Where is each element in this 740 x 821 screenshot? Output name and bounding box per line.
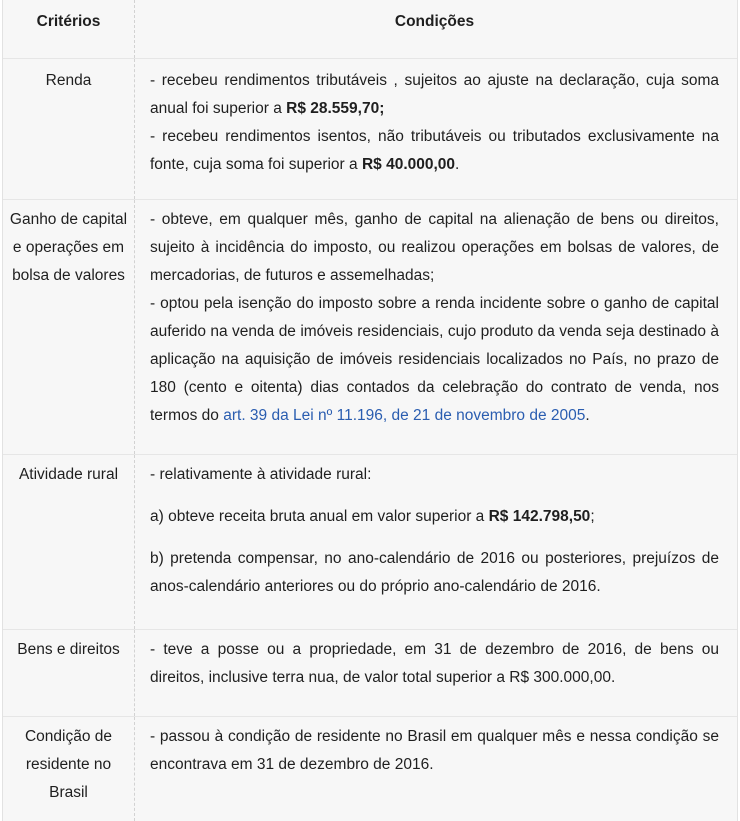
- criterio-cell: Condição de residente no Brasil: [3, 717, 135, 821]
- condition-item: - passou à condição de residente no Brasil em qualquer mês e nessa condição se encontrava em 31 de dezembro de 2016.: [150, 728, 719, 773]
- table-row-bens-direitos: [3, 630, 737, 717]
- condition-item: [150, 67, 719, 123]
- criterio-cell: Atividade rural: [3, 455, 135, 629]
- table-row-ganho-capital: [3, 200, 737, 455]
- condition-text: - recebeu rendimentos isentos, não tributáveis ou tributados exclusivamente na fonte, cuja soma foi superior a: [150, 128, 719, 173]
- condition-suffix: ;: [590, 508, 595, 525]
- condition-text: a) obteve receita bruta anual em valor superior a: [150, 508, 489, 525]
- condicoes-cell: [135, 59, 737, 199]
- condition-item: - teve a posse ou a propriedade, em 31 de dezembro de 2016, de bens ou direitos, inclusive terra nua, de valor total superior a R$ 300.000,00.: [150, 641, 719, 686]
- condition-item: - obteve, em qualquer mês, ganho de capital na alienação de bens ou direitos, sujeito à incidência do imposto, ou realizou operações em bolsas de valores, de mercadorias, de futuros e assemelhadas;: [150, 211, 719, 284]
- table-row-residente: [3, 717, 737, 821]
- condition-suffix: .: [585, 407, 590, 424]
- condicoes-cell: [135, 455, 737, 629]
- condition-text: - recebeu rendimentos tributáveis , sujeitos ao ajuste na declaração, cuja soma anual foi superior a: [150, 72, 719, 117]
- criteria-table: [2, 0, 738, 821]
- table-header-row: [3, 0, 737, 59]
- condicoes-cell: [135, 630, 737, 716]
- condicoes-cell: [135, 717, 737, 821]
- law-link[interactable]: art. 39 da Lei nº 11.196, de 21 de novembro de 2005: [223, 407, 586, 424]
- condition-item: - relativamente à atividade rural:: [150, 466, 372, 483]
- criterio-cell: Renda: [3, 59, 135, 199]
- criterio-cell: Bens e direitos: [3, 630, 135, 716]
- condition-value: R$ 28.559,70;: [286, 100, 385, 117]
- criterio-cell: Ganho de capital e operações em bolsa de valores: [3, 200, 135, 454]
- condition-text: - optou pela isenção do imposto sobre a renda incidente sobre o ganho de capital auferido na venda de imóveis residenciais, cujo produto da venda seja destinado à aplicação na aquisição de imóveis residenciais localizados no País, no prazo de 180 (cento e oitenta) dias contados da celebração do contrato de venda, nos termos do: [150, 295, 719, 424]
- condition-value: R$ 142.798,50: [488, 508, 591, 525]
- table-row-atividade-rural: [3, 455, 737, 630]
- condition-item: b) pretenda compensar, no ano-calendário de 2016 ou posteriores, prejuízos de anos-calendário anteriores ou do próprio ano-calendário de 2016.: [150, 550, 719, 595]
- condition-item: [150, 503, 719, 531]
- condition-item: [150, 123, 719, 179]
- condition-value: R$ 40.000,00: [361, 156, 456, 173]
- header-criterios: Critérios: [3, 0, 135, 58]
- header-condicoes: Condições: [394, 13, 475, 30]
- condicoes-cell: [135, 200, 737, 454]
- table-row-renda: [3, 59, 737, 200]
- condition-item: [150, 290, 719, 430]
- condition-suffix: .: [455, 156, 460, 173]
